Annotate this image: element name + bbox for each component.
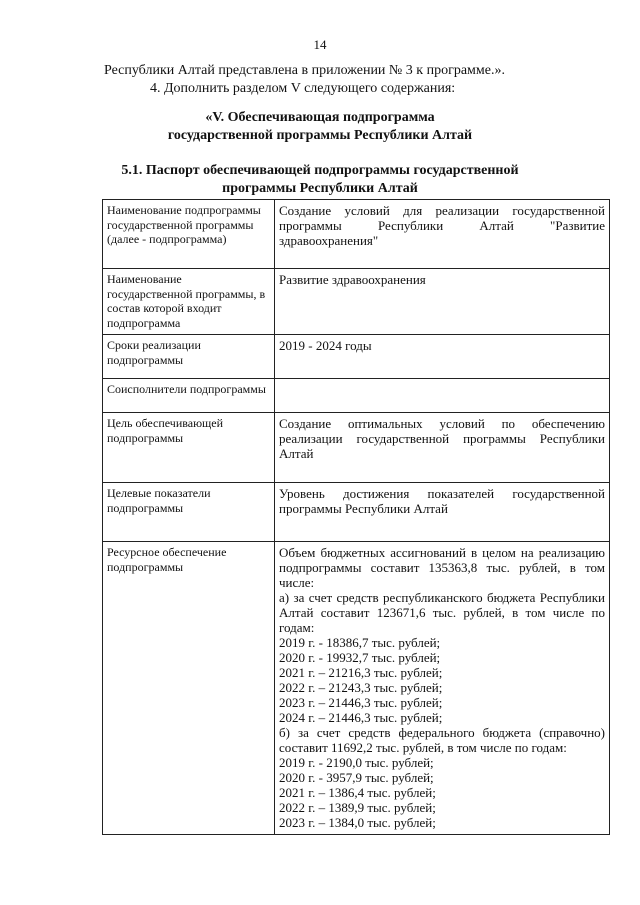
passport-table — [102, 199, 610, 835]
row-value-goal: Создание оптимальных условий по обеспечению реализации государственной программы Республики Алтай — [275, 413, 610, 483]
row-label-terms: Сроки реализации подпрограммы — [103, 335, 275, 379]
regional-year-line: 2019 г. - 18386,7 тыс. рублей; — [279, 635, 441, 651]
subsection-heading-line-1: 5.1. Паспорт обеспечивающей подпрограммы государственной — [121, 163, 519, 178]
row-value-co-executors — [275, 379, 610, 413]
federal-year-line: 2023 г. – 1384,0 тыс. рублей; — [279, 815, 436, 831]
row-label-indicators: Целевые показатели подпрограммы — [103, 483, 275, 542]
table-row — [103, 379, 610, 413]
row-label-program-name: Наименование государственной программы, в состав которой входит подпрограмма — [103, 269, 275, 335]
subsection-heading-line-2: программы Республики Алтай — [222, 181, 418, 196]
resources-intro: Объем бюджетных ассигнований в целом на реализацию подпрограммы составит 135363,8 тыс. рублей, в том числе: — [279, 545, 605, 591]
table-row — [103, 269, 610, 335]
regional-year-line: 2024 г. – 21446,3 тыс. рублей; — [279, 710, 443, 726]
table-row — [103, 413, 610, 483]
row-value-terms: 2019 - 2024 годы — [275, 335, 610, 379]
table-row — [103, 483, 610, 542]
federal-year-line: 2019 г. - 2190,0 тыс. рублей; — [279, 755, 434, 771]
table-row — [103, 200, 610, 269]
table-row — [103, 542, 610, 835]
row-value-subprogram-name: Создание условий для реализации государственной программы Республики Алтай "Развитие здравоохранения" — [275, 200, 610, 269]
row-value-indicators: Уровень достижения показателей государственной программы Республики Алтай — [275, 483, 610, 542]
federal-year-line: 2022 г. – 1389,9 тыс. рублей; — [279, 800, 436, 816]
row-value-resources — [275, 542, 610, 835]
intro-line-2: 4. Дополнить разделом V следующего содержания: — [150, 81, 456, 96]
section-heading-line-2: государственной программы Республики Алтай — [167, 128, 473, 143]
row-label-resources: Ресурсное обеспечение подпрограммы — [103, 542, 275, 835]
row-label-goal: Цель обеспечивающей подпрограммы — [103, 413, 275, 483]
regional-year-line: 2021 г. – 21216,3 тыс. рублей; — [279, 665, 443, 681]
row-value-program-name: Развитие здравоохранения — [275, 269, 610, 335]
federal-year-line: 2021 г. – 1386,4 тыс. рублей; — [279, 785, 436, 801]
page-number: 14 — [313, 37, 327, 52]
section-heading-line-1: «V. Обеспечивающая подпрограмма — [205, 110, 435, 125]
intro-line-1: Республики Алтай представлена в приложении № 3 к программе.». — [104, 63, 505, 78]
table-row — [103, 335, 610, 379]
row-label-subprogram-name: Наименование подпрограммы государственной программы (далее - подпрограмма) — [103, 200, 275, 269]
federal-year-line: 2020 г. - 3957,9 тыс. рублей; — [279, 770, 434, 786]
resources-regional: а) за счет средств республиканского бюджета Республики Алтай составит 123671,6 тыс. рублей, в том числе по годам: — [279, 590, 605, 636]
regional-year-line: 2023 г. – 21446,3 тыс. рублей; — [279, 695, 443, 711]
regional-year-line: 2022 г. – 21243,3 тыс. рублей; — [279, 680, 443, 696]
row-label-co-executors: Соисполнители подпрограммы — [103, 379, 275, 413]
resources-federal: б) за счет средств федерального бюджета (справочно) составит 11692,2 тыс. рублей, в том числе по годам: — [279, 725, 605, 756]
regional-year-line: 2020 г. - 19932,7 тыс. рублей; — [279, 650, 441, 666]
